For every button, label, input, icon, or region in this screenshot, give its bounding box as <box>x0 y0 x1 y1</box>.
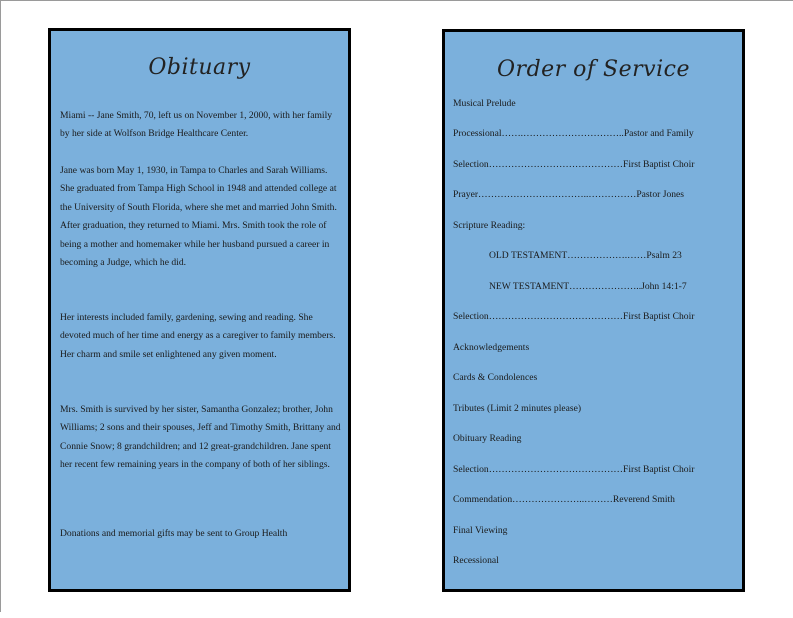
obituary-title: Obituary <box>148 55 251 80</box>
order-of-service-panel <box>442 29 745 592</box>
service-item-processional: Processional…….…………………………..Pastor and Family <box>453 128 694 139</box>
service-item-prayer: Prayer……………………………..……………Pastor Jones <box>453 189 685 200</box>
page-edge-left <box>0 0 1 612</box>
obituary-paragraph-2: Jane was born May 1, 1930, in Tampa to Charles and Sarah Williams. She graduated from Tampa High School in 1948 and attended college at the University of South Florida, where she met and married John Smith. After graduation, they returned to Miami. Mrs. Smith took the role of being a mother and homemaker while her husband pursued a career in becoming a Judge, which he did. <box>60 165 337 269</box>
service-item-obituary-reading: Obituary Reading <box>453 433 522 444</box>
order-of-service-title: Order of Service <box>497 57 690 82</box>
service-item-recessional: Recessional <box>453 555 499 566</box>
service-item-new-testament: NEW TESTAMENT…………………..John 14:1-7 <box>489 281 687 292</box>
service-item-selection-3: Selection……………………………………First Baptist Choir <box>453 464 695 475</box>
service-item-commendation: Commendation…………………..………Reverend Smith <box>453 494 675 505</box>
service-item-final-viewing: Final Viewing <box>453 525 508 536</box>
service-item-scripture-reading: Scripture Reading: <box>453 220 526 231</box>
service-item-musical-prelude: Musical Prelude <box>453 98 516 109</box>
service-item-acknowledgements: Acknowledgements <box>453 342 530 353</box>
service-item-old-testament: OLD TESTAMENT……………….……Psalm 23 <box>489 250 682 261</box>
obituary-paragraph-4: Mrs. Smith is survived by her sister, Samantha Gonzalez; brother, John Williams; 2 sons and their spouses, Jeff and Timothy Smith, Brittany and Connie Snow; 8 grandchildren; and 12 great-grandchildren. Jane spent her recent few remaining years in the company of both of her siblings. <box>60 404 341 471</box>
obituary-paragraph-5: Donations and memorial gifts may be sent to Group Health <box>60 528 288 539</box>
obituary-panel <box>48 28 351 592</box>
obituary-paragraph-3: Her interests included family, gardening, sewing and reading. She devoted much of her time and energy as a caregiver to family members. Her charm and smile set enlightened any given moment. <box>60 312 336 360</box>
service-item-selection-2: Selection……………………………………First Baptist Choir <box>453 311 695 322</box>
service-item-selection-1: Selection……………………………………First Baptist Choir <box>453 159 695 170</box>
service-item-tributes: Tributes (Limit 2 minutes please) <box>453 403 582 414</box>
service-item-cards-condolences: Cards & Condolences <box>453 372 538 383</box>
obituary-paragraph-1: Miami -- Jane Smith, 70, left us on November 1, 2000, with her family by her side at Wolfson Bridge Healthcare Center. <box>60 110 333 140</box>
page-edge-top <box>0 0 793 1</box>
